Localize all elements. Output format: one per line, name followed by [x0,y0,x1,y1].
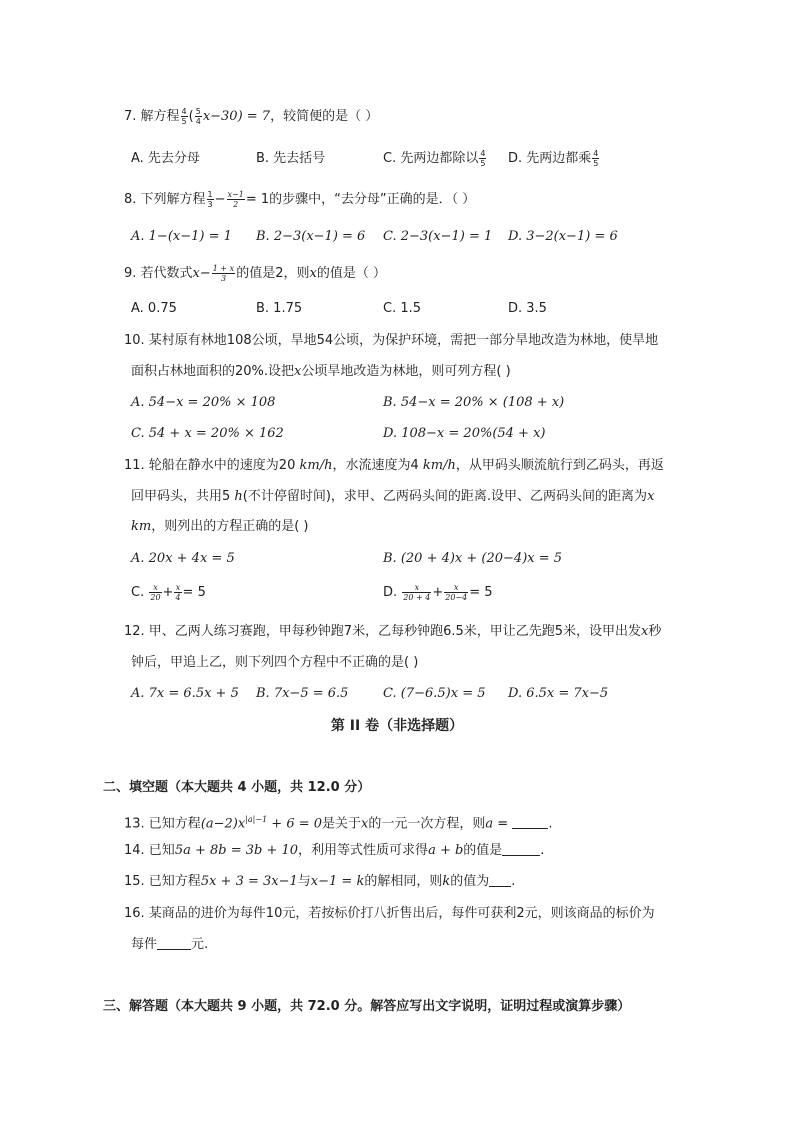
q11-stem-line-2 [131,487,654,507]
numerator: x [444,583,468,593]
q12-option-a[interactable]: A. 7x = 6.5x + 5 [131,686,239,701]
q12-stem-line-1 [124,622,661,642]
q10-option-b[interactable]: B. 54−x = 20% × (108 + x) [383,395,565,410]
unit: km/h [422,458,456,473]
stem-text: 秒 [648,624,662,639]
denominator: 20−4 [445,593,468,602]
stem-text: 与 [297,874,311,889]
period: . [540,843,545,858]
unit: km [131,519,152,534]
q12-option-d[interactable]: D. 6.5x = 7x−5 [508,686,609,701]
denominator: 5 [480,159,486,168]
equation: 5a + 8b = 3b + 10 [174,843,299,858]
numerator: x [149,583,161,593]
minus-sign: − [199,266,211,281]
stem-text: 14. 已知 [124,843,175,858]
stem-text: (不计停留时间)，求甲、乙两码头间的距离.设甲、乙两码头间的距离为 [242,489,648,504]
equation: x−1 = k [310,874,365,889]
q16-stem-line-1: 16. 某商品的进价为每件10元，若按标价打八折售出后，每件可获利2元，则该商品的标价为 [124,906,655,921]
expression: a + b [428,843,464,858]
q8-stem-end: 的步骤中，“去分母”正确的是．（ ） [269,192,476,207]
unit: km/h [299,458,333,473]
q12-option-c[interactable]: C. (7−6.5)x = 5 [383,686,486,701]
plus-sign: + [162,585,174,600]
denominator: 20 + 4 [403,593,431,602]
numerator: 5 [195,107,201,116]
fraction [207,190,214,209]
equals-one: = 1 [245,192,270,207]
unit: h [234,489,243,504]
section-3-heading: 三、解答题（本大题共 9 小题，共 72.0 分。解答应写出文字说明，证明过程或演算步骤） [103,999,631,1014]
numerator: 1 + x [212,264,235,273]
q9-option-a[interactable]: A. 0.75 [131,301,177,316]
part-2-title: 第 II 卷（非选择题） [330,718,464,734]
period: . [511,874,516,889]
paren: ( [188,109,194,124]
equation: (a−2)x [200,816,246,832]
stem-text: 13. 已知方程 [124,816,201,832]
stem-text: ，则列出的方程正确的是( ) [151,519,309,534]
option-text: D. 先两边都乘 [508,151,592,166]
q8-stem-text: 8. 下列解方程 [124,192,206,207]
q10-option-a[interactable]: A. 54−x = 20% × 108 [131,395,276,410]
stem-text: 回甲码头，共用5 [131,489,235,504]
q8-option-b[interactable]: B. 2−3(x−1) = 6 [256,229,366,244]
denominator: 4 [175,593,181,602]
fraction [227,190,245,209]
q8-option-c[interactable]: C. 2−3(x−1) = 1 [383,229,493,244]
question-8-stem [124,190,475,210]
q10-stem-line-1: 10. 某村原有林地108公顷，旱地54公顷，为保护环境，需把一部分旱地改造为林地，使旱地 [124,333,659,348]
denominator: 20 [150,593,161,602]
q11-option-c[interactable] [131,583,206,603]
q9-stem-text: 9. 若代数式 [124,266,193,281]
variable-x: x [294,364,302,379]
stem-text: 面积占林地面积的20%.设把 [131,364,295,379]
variable-a: a [485,816,494,832]
stem-text: 是关于 [322,816,362,832]
variable-x: x [192,266,200,281]
denominator: 4 [195,117,201,126]
q9-option-d[interactable]: D. 3.5 [508,301,547,316]
numerator: x−1 [227,190,244,199]
q13-stem [124,810,552,834]
q11-option-b[interactable]: B. (20 + 4)x + (20−4)x = 5 [383,551,563,566]
variable-x: x [361,816,369,832]
plus-sign: + [432,585,444,600]
question-7-stem [124,107,378,127]
q16-stem-line-2 [131,935,208,955]
q11-stem-line-3 [131,517,309,537]
stem-text: 公顷旱地改造为林地，则可列方程( ) [301,364,511,379]
answer-blank[interactable] [502,841,540,856]
q15-stem [124,872,515,892]
fraction [195,107,202,126]
stem-text: 12. 甲、乙两人练习赛跑，甲每秒钟跑7米，乙每秒钟跑6.5米，甲让乙先跑5米，设甲出发 [124,624,642,639]
q7-stem-end: ，较简便的是（ ） [270,109,379,124]
numerator: 4 [480,149,486,158]
equals: = 5 [469,585,493,600]
equation: + 6 = 0 [267,816,323,832]
fraction [479,149,486,168]
stem-text: 的值为 [450,874,490,889]
answer-blank[interactable] [489,872,511,887]
q11-stem-line-1 [124,456,664,476]
q7-option-c[interactable] [383,149,487,169]
q11-option-a[interactable]: A. 20x + 4x = 5 [131,551,235,566]
q7-option-b[interactable]: B. 先去括号 [256,151,326,166]
fraction [181,107,188,126]
numerator: 4 [181,107,187,116]
q7-stem-text: 7. 解方程 [124,109,180,124]
stem-text: 的解相同，则 [364,874,443,889]
q10-option-d[interactable]: D. 108−x = 20%(54 + x) [383,426,546,441]
stem-text: 每件 [131,937,158,952]
denominator: 5 [181,117,187,126]
q7-option-a[interactable]: A. 先去分母 [131,151,200,166]
stem-text: 15. 已知方程 [124,874,201,889]
fraction [402,583,431,602]
exponent: |a|−1 [245,815,268,824]
denominator: 3 [220,274,227,283]
answer-blank[interactable] [512,814,548,829]
variable-k: k [442,874,451,889]
q9-stem-end: 的值是（ ） [316,266,386,281]
q9-option-c[interactable]: C. 1.5 [383,301,422,316]
fraction [212,264,235,283]
q8-option-d[interactable]: D. 3−2(x−1) = 6 [508,229,618,244]
answer-blank[interactable] [157,935,191,950]
numerator: x [402,583,431,593]
section-2-heading: 二、填空题（本大题共 4 小题，共 12.0 分） [103,780,371,795]
option-text: C. 先两边都除以 [383,151,479,166]
q9-option-b[interactable]: B. 1.75 [256,301,303,316]
stem-text: ，从甲码头顺流航行到乙码头，再返 [455,458,664,473]
period: . [548,816,553,832]
variable-x: x [309,266,317,281]
stem-text: 的一元一次方程，则 [368,816,486,832]
stem-text: ，水流速度为4 [332,458,423,473]
fraction [592,149,599,168]
option-label: C. [131,585,145,600]
numerator: 1 [207,190,213,199]
numerator: 4 [593,149,599,158]
fraction [444,583,468,602]
stem-text: 元. [191,937,209,952]
stem-text: 11. 轮船在静水中的速度为20 [124,458,300,473]
q7-option-d[interactable] [508,149,600,169]
numerator: x [175,583,181,592]
q8-option-a[interactable]: A. 1−(x−1) = 1 [131,229,232,244]
denominator: 5 [593,159,599,168]
option-label: D. [383,585,398,600]
denominator: 3 [207,200,213,209]
equals: = [493,816,513,832]
q9-stem-mid: 的值是2，则 [236,266,310,281]
q11-option-d[interactable] [383,583,493,603]
q14-stem [124,841,544,861]
q10-stem-line-2 [131,362,511,382]
question-9-stem [124,264,386,284]
minus-sign: − [214,192,226,207]
fraction [174,583,181,602]
equals: = 5 [182,585,206,600]
equation: x−30) = 7 [202,109,271,124]
stem-text: ，利用等式性质可求得 [298,843,429,858]
variable-x: x [647,489,655,504]
fraction [149,583,161,602]
denominator: 2 [233,200,239,209]
q12-stem-line-2: 钟后，甲追上乙，则下列四个方程中不正确的是( ) [131,655,419,670]
stem-text: 的值是 [463,843,503,858]
variable-x: x [641,624,649,639]
q10-option-c[interactable]: C. 54 + x = 20% × 162 [131,426,284,441]
equation: 5x + 3 = 3x−1 [200,874,298,889]
q12-option-b[interactable]: B. 7x−5 = 6.5 [256,686,349,701]
